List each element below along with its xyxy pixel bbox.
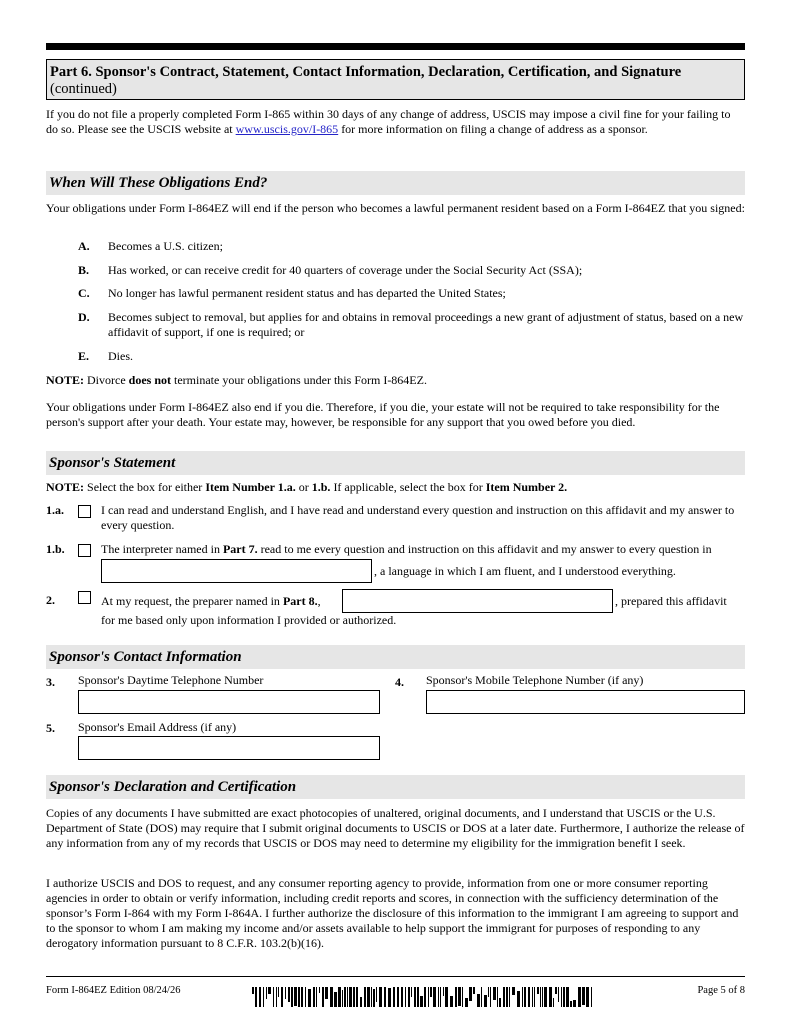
part-title: Part 6. Sponsor's Contract, Statement, Contact Information, Declaration, Certification, and Signature xyxy=(50,64,682,80)
item-2-text: At my request, the preparer named in Part 8., xyxy=(101,594,321,608)
item-2-checkbox[interactable] xyxy=(78,591,91,604)
day-phone-field[interactable] xyxy=(78,690,380,714)
part-header xyxy=(46,59,745,100)
footer-rule xyxy=(46,976,745,977)
obligations-intro: Your obligations under Form I-864EZ will end if the person who becomes a lawful permanent resident based on a Form I-864EZ that you signed: xyxy=(46,201,745,215)
email-label: Sponsor's Email Address (if any) xyxy=(78,720,237,734)
email-field[interactable] xyxy=(78,736,380,760)
page-number: Page 5 of 8 xyxy=(697,985,745,996)
list-item-e: Dies. xyxy=(108,349,133,363)
preparer-field[interactable] xyxy=(342,589,613,613)
item-1a-text: I can read and understand English, and I have read and understand every question and instruction on this affidavit and my answer to every question. xyxy=(101,503,735,532)
list-letter-a: A. xyxy=(78,239,90,253)
item-1b-checkbox[interactable] xyxy=(78,544,91,557)
interpreter-language-field[interactable] xyxy=(101,559,372,583)
item-2-line2: for me based only upon information I provided or authorized. xyxy=(101,613,397,627)
item-2-tail: , prepared this affidavit xyxy=(615,594,727,608)
mobile-phone-label: Sponsor's Mobile Telephone Number (if any) xyxy=(426,673,644,687)
item-1a-number: 1.a. xyxy=(46,503,64,517)
divorce-note: NOTE: Divorce does not terminate your obligations under this Form I-864EZ. xyxy=(46,373,427,387)
list-letter-d: D. xyxy=(78,310,90,324)
item-2-number: 2. xyxy=(46,593,55,607)
item-1a-checkbox[interactable] xyxy=(78,505,91,518)
item-3-number: 3. xyxy=(46,675,55,689)
section-obligations-title: When Will These Obligations End? xyxy=(46,171,745,195)
uscis-link[interactable]: www.uscis.gov/I-865 xyxy=(235,122,339,136)
change-of-address-paragraph: If you do not file a properly completed Form I-865 within 30 days of any change of address, USCIS may impose a civil fine for your failing to do so. Please see the USCIS website at www.uscis.gov/I-865 for more information on filing a change of address as a sponsor. xyxy=(46,107,731,136)
declaration-paragraph-1: Copies of any documents I have submitted are exact photocopies of unaltered, original documents, and I understand that USCIS or the U.S. Department of State (DOS) may require that I submit original documents to USCIS or DOS at a later date. Furthermore, I authorize the release of any information from any of my records that USCIS or DOS may need to determine my eligibility for the immigration benefit I seek. xyxy=(46,806,745,850)
form-edition: Form I-864EZ Edition 08/24/26 xyxy=(46,985,181,996)
statement-note: NOTE: Select the box for either Item Number 1.a. or 1.b. If applicable, select the box for Item Number 2. xyxy=(46,480,568,494)
list-item-b: Has worked, or can receive credit for 40 quarters of coverage under the Social Security Act (SSA); xyxy=(108,263,583,277)
continued-label: (continued) xyxy=(50,81,117,97)
day-phone-label: Sponsor's Daytime Telephone Number xyxy=(78,673,264,687)
section-contact-title: Sponsor's Contact Information xyxy=(46,645,745,669)
item-4-number: 4. xyxy=(395,675,404,689)
list-letter-c: C. xyxy=(78,286,90,300)
mobile-phone-field[interactable] xyxy=(426,690,745,714)
declaration-paragraph-2: I authorize USCIS and DOS to request, and any consumer reporting agency to provide, information from one or more consumer reporting agencies in order to obtain or verify information, including credit reports and scores, in connection with the sufficiency determination of the sponsor’s Form I-864 with my Form I-864A. I further authorize the disclosure of this information to the immigrant I am agreeing to support and to the sponsor to whom I am making my income and/or assets available to help support the immigrant for purposes of responding to any derogatory information pursuant to 8 C.F.R. 103.2(b)(16). xyxy=(46,876,739,950)
section-statement-title: Sponsor's Statement xyxy=(46,451,745,475)
barcode-image xyxy=(252,987,592,1007)
death-paragraph: Your obligations under Form I-864EZ also end if you die. Therefore, if you die, your estate will not be required to take responsibility for the person's support after your death. Your estate may, however, be responsible for any support that you owed before you died. xyxy=(46,400,720,429)
list-letter-e: E. xyxy=(78,349,90,363)
item-1b-language-tail: , a language in which I am fluent, and I understood everything. xyxy=(374,564,676,578)
list-item-a: Becomes a U.S. citizen; xyxy=(108,239,223,253)
item-1b-text: The interpreter named in Part 7. read to me every question and instruction on this affidavit and my answer to every question in xyxy=(101,542,712,556)
item-1b-number: 1.b. xyxy=(46,542,65,556)
top-rule xyxy=(46,43,745,50)
section-declaration-title: Sponsor's Declaration and Certification xyxy=(46,775,745,799)
item-5-number: 5. xyxy=(46,721,55,735)
list-letter-b: B. xyxy=(78,263,90,277)
list-item-c: No longer has lawful permanent resident status and has departed the United States; xyxy=(108,286,506,300)
list-item-d: Becomes subject to removal, but applies for and obtains in removal proceedings a new grant of adjustment of status, based on a new affidavit of support, if one is required; or xyxy=(108,310,744,339)
